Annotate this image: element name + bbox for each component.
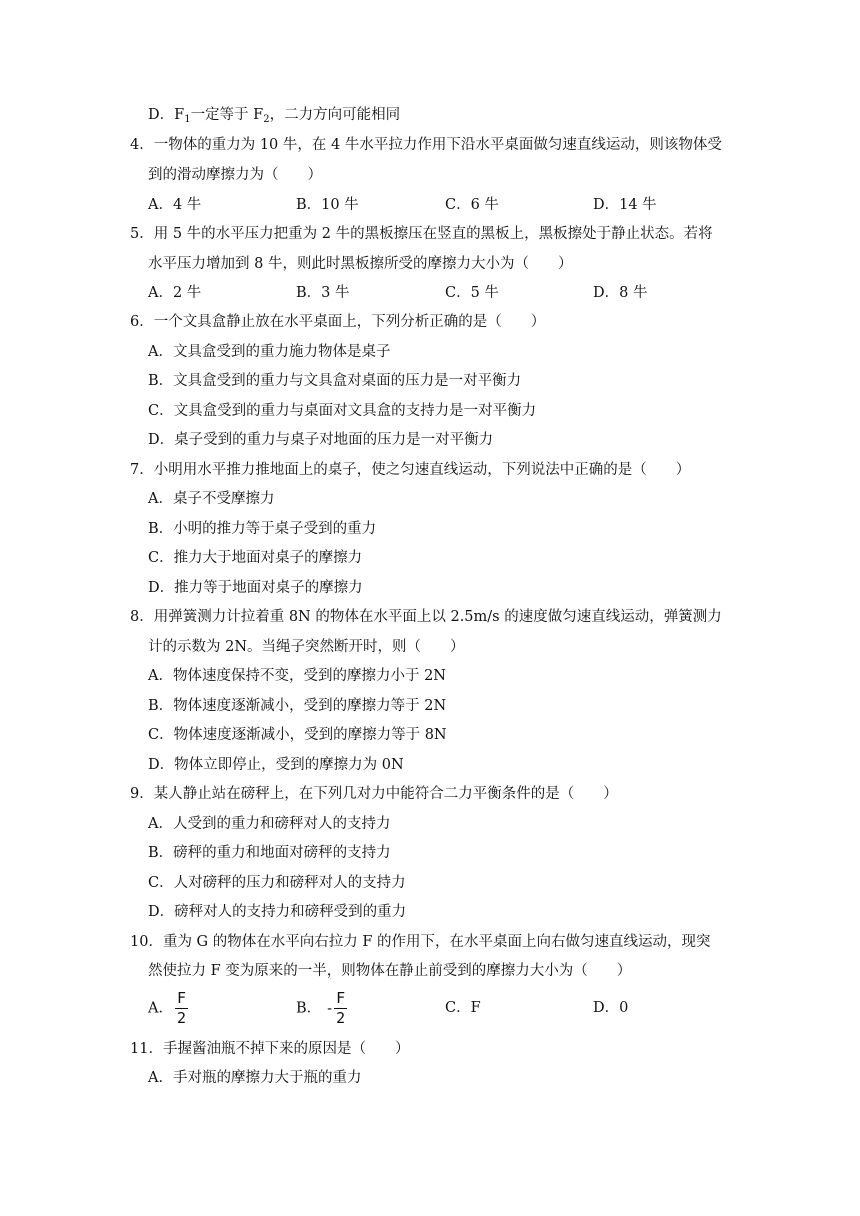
q10-option-b-sign: - <box>327 1000 333 1017</box>
q8-option-c: C．物体速度逐渐减小，受到的摩擦力等于 8N <box>148 727 447 743</box>
q4-stem-line1: 4．一物体的重力为 10 牛，在 4 牛水平拉力作用下沿水平桌面做匀速直线运动，则该物体受 <box>130 137 722 153</box>
q9-option-b: B．磅秤的重力和地面对磅秤的支持力 <box>148 845 391 861</box>
fraction-denominator: 2 <box>176 1009 187 1027</box>
q4-option-b: B．10 牛 <box>296 197 359 213</box>
fraction-numerator: F <box>336 989 346 1007</box>
q5-option-d: D．8 牛 <box>593 285 648 301</box>
q11-option-a: A．手对瓶的摩擦力大于瓶的重力 <box>148 1070 362 1086</box>
q8-option-b: B．物体速度逐渐减小，受到的摩擦力等于 2N <box>148 698 447 714</box>
q4-stem-line2: 到的滑动摩擦力为（ ） <box>148 167 322 183</box>
q10-option-d: D．0 <box>593 1000 629 1016</box>
q3-d-sub2: 2 <box>263 114 270 125</box>
q10-option-a-fraction <box>175 990 188 1027</box>
q6-option-d: D．桌子受到的重力与桌子对地面的压力是一对平衡力 <box>148 432 494 448</box>
q10-option-c: C．F <box>445 1000 481 1016</box>
q5-option-b: B．3 牛 <box>296 285 350 301</box>
q7-option-c: C．推力大于地面对桌子的摩擦力 <box>148 550 363 566</box>
q8-stem-line2: 计的示数为 2N。当绳子突然断开时，则（ ） <box>148 639 465 655</box>
q7-option-a: A．桌子不受摩擦力 <box>148 491 275 507</box>
q3-d-post: ，二力方向可能相同 <box>269 107 401 123</box>
q10-stem-line1: 10．重为 G 的物体在水平向右拉力 F 的作用下，在水平桌面上向右做匀速直线运动，现突 <box>130 934 711 950</box>
q6-option-c: C．文具盒受到的重力与桌面对文具盒的支持力是一对平衡力 <box>148 403 537 419</box>
q5-stem-line1: 5．用 5 牛的水平压力把重为 2 牛的黑板擦压在竖直的黑板上，黑板擦处于静止状态。若将 <box>130 226 713 242</box>
q6-option-a: A．文具盒受到的重力施力物体是桌子 <box>148 344 391 360</box>
q7-option-b: B．小明的推力等于桌子受到的重力 <box>148 521 377 537</box>
q9-option-c: C．人对磅秤的压力和磅秤对人的支持力 <box>148 875 406 891</box>
q8-stem-line1: 8．用弹簧测力计拉着重 8N 的物体在水平面上以 2.5m/s 的速度做匀速直线运动，弹簧测力 <box>130 609 722 625</box>
q7-stem: 7．小明用水平推力推地面上的桌子，使之匀速直线运动，下列说法中正确的是（ ） <box>130 462 691 478</box>
q8-option-d: D．物体立即停止，受到的摩擦力为 0N <box>148 757 404 773</box>
q6-option-b: B．文具盒受到的重力与文具盒对桌面的压力是一对平衡力 <box>148 373 522 389</box>
q4-option-a: A．4 牛 <box>148 197 202 213</box>
q10-stem-line2: 然使拉力 F 变为原来的一半，则物体在静止前受到的摩擦力大小为（ ） <box>148 963 632 979</box>
q11-stem: 11．手握酱油瓶不掉下来的原因是（ ） <box>130 1041 410 1057</box>
q4-option-d: D．14 牛 <box>593 197 657 213</box>
q9-option-a: A．人受到的重力和磅秤对人的支持力 <box>148 816 391 832</box>
q10-option-b <box>296 990 347 1027</box>
q3-d-mid: 一定等于 F <box>190 107 264 123</box>
fraction-numerator: F <box>176 989 187 1007</box>
q3-d-sub1: 1 <box>184 114 191 125</box>
q9-option-d: D．磅秤对人的支持力和磅秤受到的重力 <box>148 904 407 920</box>
q6-stem: 6．一个文具盒静止放在水平桌面上，下列分析正确的是（ ） <box>130 314 546 330</box>
q10-options <box>0 990 860 1030</box>
q10-option-a <box>148 990 188 1027</box>
q7-option-d: D．推力等于地面对桌子的摩擦力 <box>148 580 363 596</box>
q10-option-b-fraction <box>334 990 347 1027</box>
q9-stem: 9．某人静止站在磅秤上，在下列几对力中能符合二力平衡条件的是（ ） <box>130 786 618 802</box>
q3-d-pre: D．F <box>148 107 185 123</box>
q5-option-c: C．5 牛 <box>445 285 499 301</box>
q10-option-b-label: B． <box>296 1000 322 1017</box>
q8-option-a: A．物体速度保持不变，受到的摩擦力小于 2N <box>148 668 446 684</box>
q3-option-d <box>148 105 400 125</box>
q10-option-a-label: A． <box>148 1000 173 1017</box>
fraction-denominator: 2 <box>336 1009 346 1027</box>
q4-option-c: C．6 牛 <box>445 197 499 213</box>
q5-stem-line2: 水平压力增加到 8 牛，则此时黑板擦所受的摩擦力大小为（ ） <box>148 256 573 272</box>
q5-option-a: A．2 牛 <box>148 285 202 301</box>
